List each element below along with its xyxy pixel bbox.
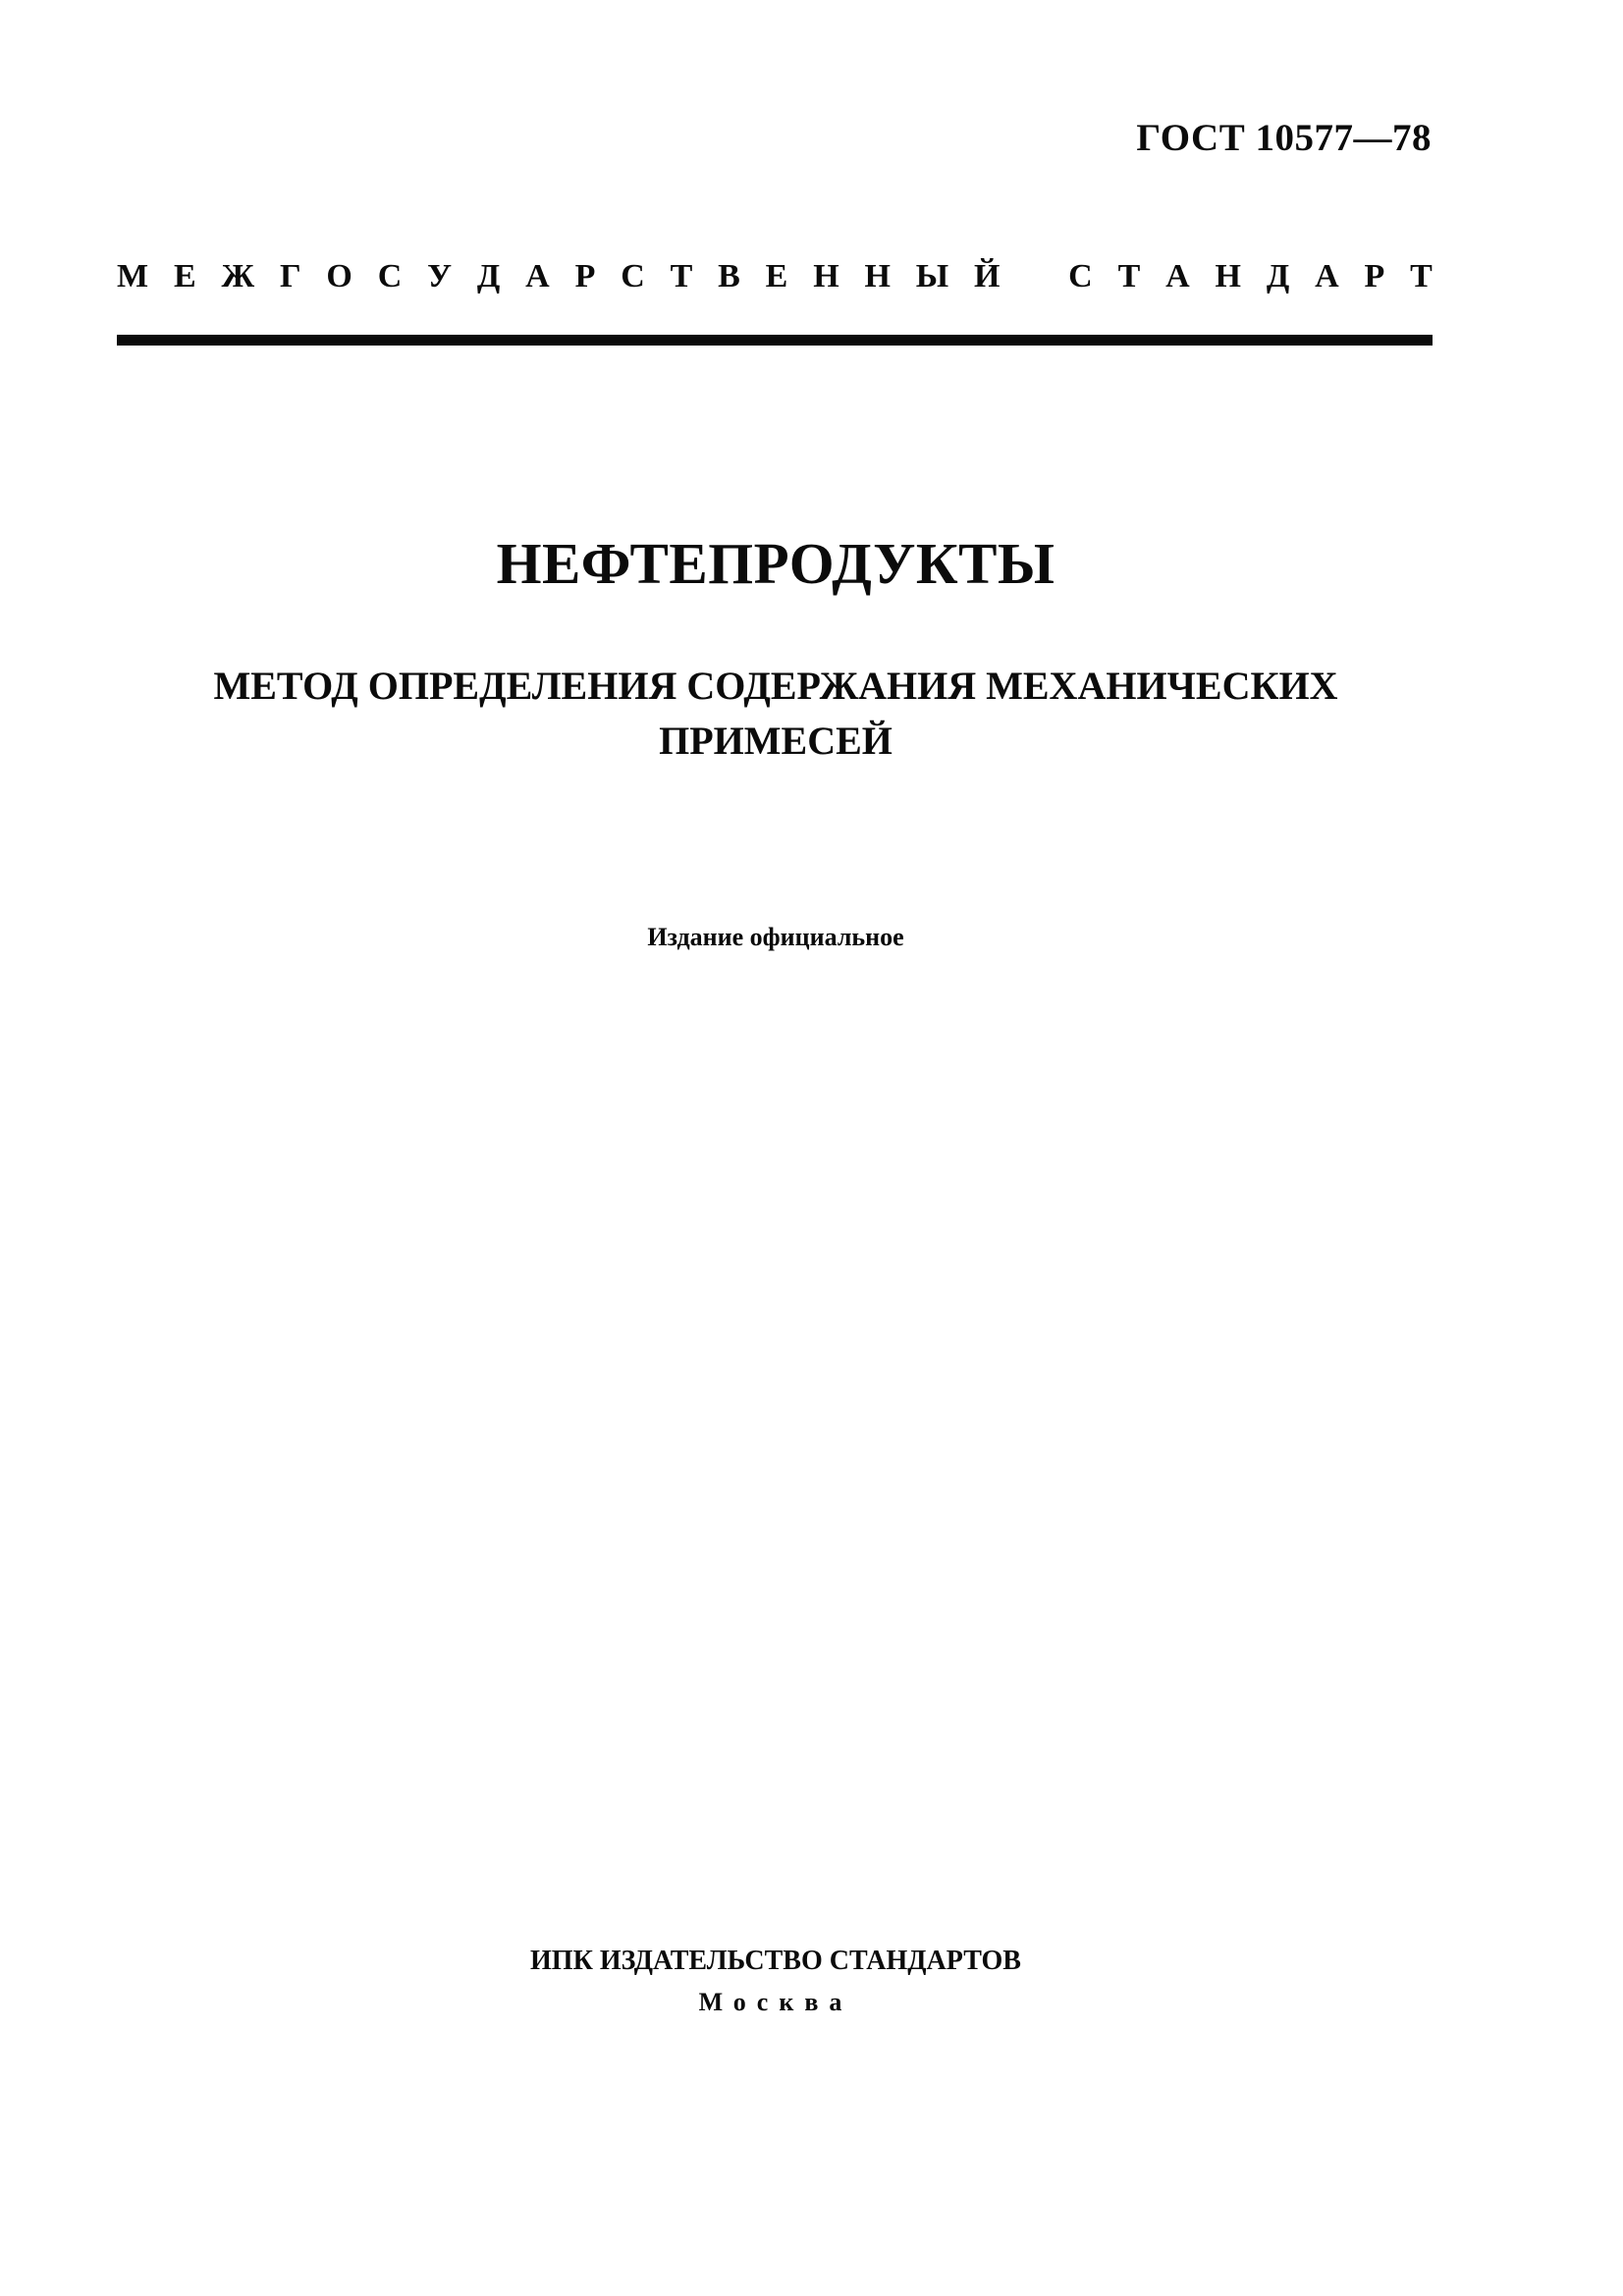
standard-type-letter: Н	[1215, 258, 1241, 294]
document-number: ГОСТ 10577—78	[1136, 117, 1432, 159]
standard-type-letter: Н	[813, 258, 839, 294]
standard-type-letter: У	[427, 258, 453, 294]
standard-type-letter: Д	[476, 258, 501, 294]
standard-type-letter: С	[377, 258, 403, 294]
standard-type-letter: Д	[1266, 258, 1290, 294]
standard-type-letter: Ж	[221, 258, 255, 294]
standard-type-letter: Т	[670, 258, 693, 294]
standard-type-letter: Р	[574, 258, 596, 294]
standard-type-letter: Р	[1364, 258, 1385, 294]
subtitle-line-1: МЕТОД ОПРЕДЕЛЕНИЯ СОДЕРЖАНИЯ МЕХАНИЧЕСКИХ	[213, 664, 1338, 708]
publisher-name: ИПК ИЗДАТЕЛЬСТВО СТАНДАРТОВ	[530, 1946, 1021, 1976]
standard-type-letter: Е	[173, 258, 196, 294]
standard-type-letter: М	[117, 258, 149, 294]
standard-type-letter: А	[525, 258, 550, 294]
standard-type-letter: В	[718, 258, 740, 294]
standard-type-letter: Ы	[915, 258, 949, 294]
standard-type-letter: Т	[1117, 258, 1141, 294]
subtitle	[0, 659, 1551, 769]
standard-type-letter: Й	[974, 258, 1001, 294]
title-divider	[117, 335, 1433, 346]
standard-type-letter: О	[326, 258, 352, 294]
standard-type-letter: Т	[1410, 258, 1433, 294]
word-gap	[1025, 258, 1043, 295]
publication-city: Москва	[698, 1988, 853, 2016]
standard-type-letter: Е	[765, 258, 788, 294]
main-title: НЕФТЕПРОДУКТЫ	[496, 531, 1055, 596]
standard-type-letter: А	[1165, 258, 1190, 294]
standard-type-letter: С	[621, 258, 645, 294]
edition-label: Издание официальное	[647, 923, 904, 951]
standard-type-letter: А	[1315, 258, 1339, 294]
standard-type-letter: Н	[864, 258, 891, 294]
standard-type-letter: С	[1068, 258, 1093, 294]
subtitle-line-2: ПРИМЕСЕЙ	[659, 719, 893, 763]
standard-type-heading	[117, 258, 1433, 295]
standard-type-letter: Г	[279, 258, 301, 294]
